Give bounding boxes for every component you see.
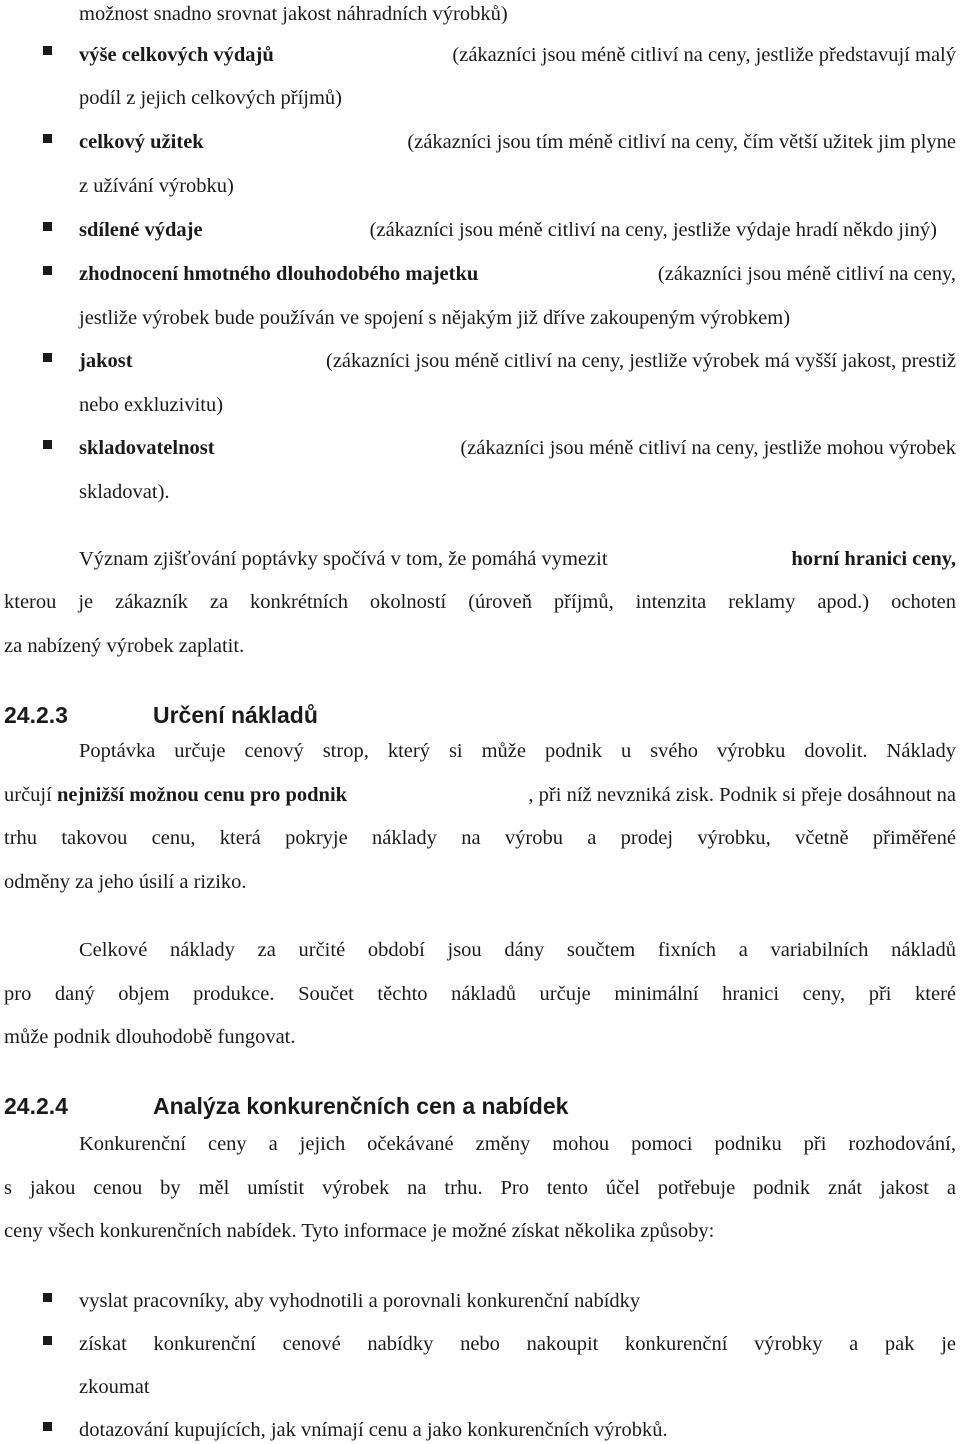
square-bullet-icon (43, 266, 52, 275)
section-heading (4, 700, 318, 730)
list-item-continuation: možnost snadno srovnat jakost náhradních výrobků) (79, 3, 508, 25)
paragraph-line (79, 545, 956, 573)
list-item-text: (zákazníci jsou méně citliví na ceny, jestliže představují malý (452, 44, 956, 66)
list-item-text-cont: zkoumat (79, 1376, 150, 1398)
list-item-text-cont: podíl z jejich celkových příjmů) (79, 87, 343, 109)
paragraph-line: pro daný objem produkce. Součet těchto nákladů určuje minimální hranici ceny, při které (4, 983, 956, 1005)
section-number: 24.2.3 (4, 702, 68, 728)
section-heading (4, 1091, 568, 1121)
square-bullet-icon (43, 222, 52, 231)
paragraph-line: Poptávka určuje cenový strop, který si může podnik u svého výrobku dovolit. Náklady (79, 740, 956, 762)
section-title: Určení nákladů (153, 702, 318, 728)
square-bullet-icon (43, 1422, 52, 1431)
paragraph-line (4, 781, 956, 809)
square-bullet-icon (43, 353, 52, 362)
paragraph-text: určují (4, 784, 52, 806)
list-item-text-cont: nebo exkluzivitu) (79, 394, 224, 416)
square-bullet-icon (43, 1293, 52, 1302)
list-item-text-cont: skladovat). (79, 481, 170, 503)
square-bullet-icon (43, 440, 52, 449)
list-item-term: sdílené výdaje (79, 219, 203, 241)
list-item: vyslat pracovníky, aby vyhodnotili a porovnali konkurenční nabídky (79, 1290, 641, 1312)
paragraph-line: může podnik dlouhodobě fungovat. (4, 1026, 296, 1048)
list-item (79, 347, 956, 375)
paragraph-text: , při níž nevzniká zisk. Podnik si přeje dosáhnout na (528, 784, 956, 806)
list-item: získat konkurenční cenové nabídky nebo nakoupit konkurenční výrobky a pak je (79, 1333, 956, 1355)
list-item-text: (zákazníci jsou méně citliví na ceny, jestliže výdaje hradí někdo jiný) (369, 219, 937, 241)
list-item-term: zhodnocení hmotného dlouhodobého majetku (79, 263, 479, 285)
list-item (79, 128, 956, 156)
list-item-term: skladovatelnost (79, 437, 215, 459)
paragraph-line: s jakou cenou by měl umístit výrobek na trhu. Pro tento účel potřebuje podnik znát jakost a (4, 1177, 956, 1199)
square-bullet-icon (43, 134, 52, 143)
section-title: Analýza konkurenčních cen a nabídek (153, 1093, 569, 1119)
list-item: dotazování kupujících, jak vnímají cenu a jako konkurenčních výrobků. (79, 1419, 668, 1441)
section-number: 24.2.4 (4, 1093, 68, 1119)
paragraph-line: ceny všech konkurenčních nabídek. Tyto informace je možné získat několika způsoby: (4, 1220, 715, 1242)
emphasis-text: nejnižší možnou cenu pro podnik (56, 784, 348, 806)
list-item (79, 216, 937, 244)
list-item-text: (zákazníci jsou méně citliví na ceny, jestliže mohou výrobek (460, 437, 956, 459)
list-item-text-cont: jestliže výrobek bude používán ve spojení s nějakým již dříve zakoupeným výrobkem) (79, 307, 791, 329)
paragraph-line: Celkové náklady za určité období jsou dány součtem fixních a variabilních nákladů (79, 939, 956, 961)
paragraph-text: Význam zjišťování poptávky spočívá v tom, že pomáhá vymezit (79, 548, 608, 570)
list-item (79, 41, 956, 69)
paragraph-line: Konkurenční ceny a jejich očekávané změny mohou pomoci podniku při rozhodování, (79, 1133, 956, 1155)
paragraph-line: kterou je zákazník za konkrétních okolností (úroveň příjmů, intenzita reklamy apod.) ochoten (4, 591, 956, 613)
paragraph-line: za nabízený výrobek zaplatit. (4, 635, 245, 657)
paragraph-line: trhu takovou cenu, která pokryje náklady na výrobu a prodej výrobku, včetně přiměřené (4, 827, 956, 849)
list-item (79, 260, 956, 288)
list-item-term: celkový užitek (79, 131, 204, 153)
list-item-text: (zákazníci jsou méně citliví na ceny, jestliže výrobek má vyšší jakost, prestiž (326, 350, 956, 372)
paragraph-line: odměny za jeho úsilí a riziko. (4, 871, 247, 893)
square-bullet-icon (43, 46, 52, 55)
list-item-text-cont: z užívání výrobku) (79, 175, 234, 197)
list-item-text: (zákazníci jsou tím méně citliví na ceny, čím větší užitek jim plyne (407, 131, 956, 153)
list-item-term: výše celkových výdajů (79, 44, 274, 66)
list-item (79, 434, 956, 462)
list-item-text: (zákazníci jsou méně citliví na ceny, (657, 263, 956, 285)
emphasis-text: horní hranici ceny, (791, 548, 956, 570)
square-bullet-icon (43, 1336, 52, 1345)
list-item-term: jakost (79, 350, 133, 372)
